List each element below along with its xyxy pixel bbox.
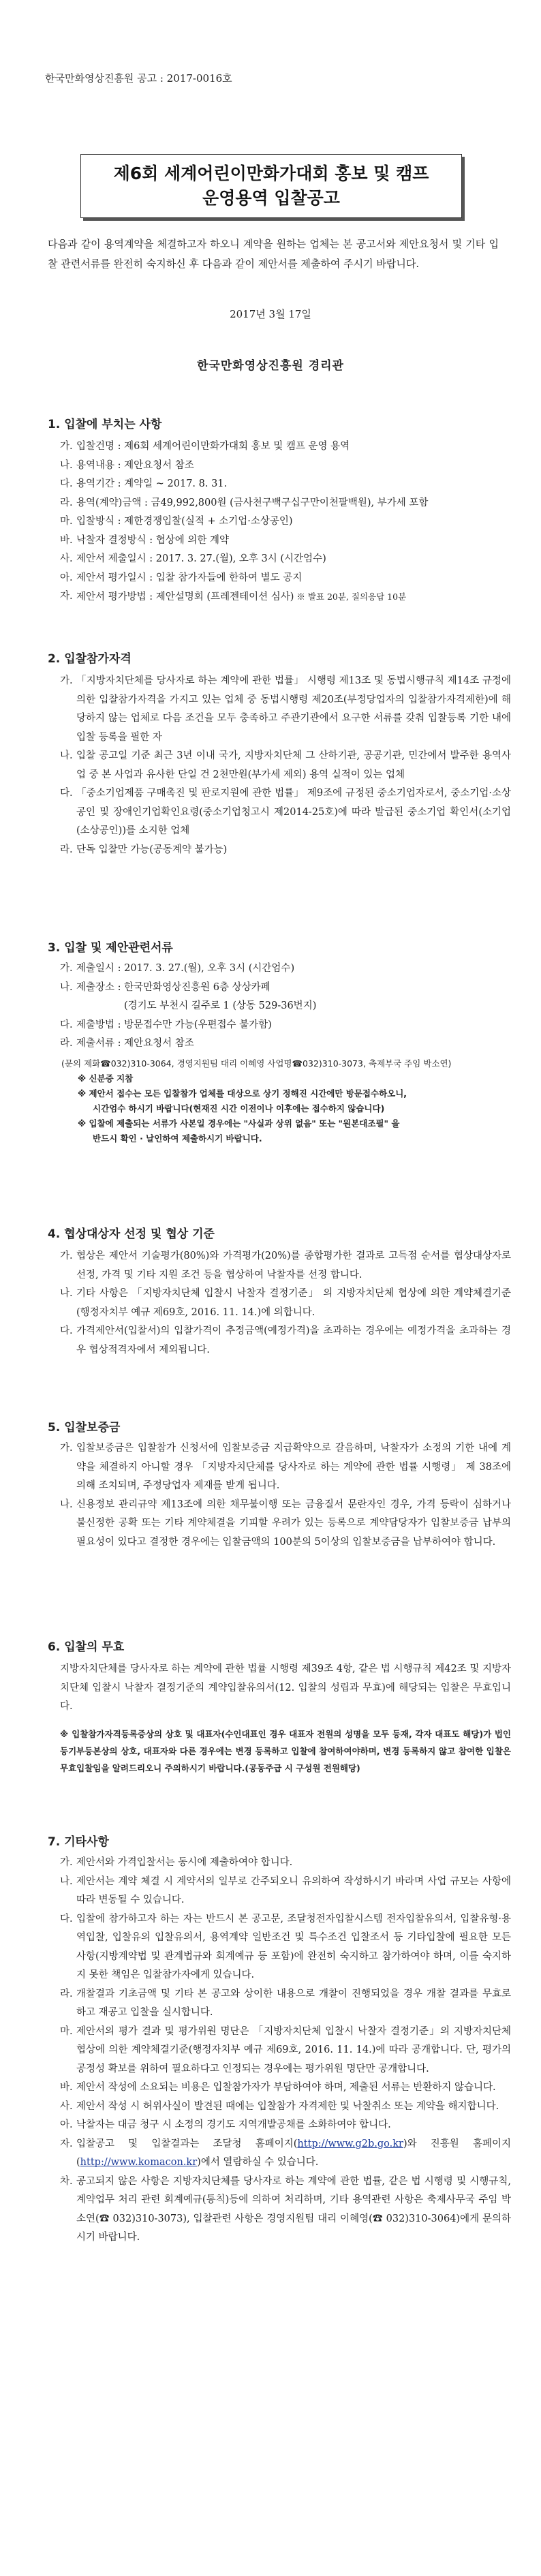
list-item: (경기도 부천시 길주로 1 (상동 529-36번지) bbox=[124, 1000, 317, 1011]
presentation-time-note: ※ 발표 20분, 질의응답 10분 bbox=[294, 592, 407, 602]
list-item: 바. 제안서 작성에 소요되는 비용은 입찰참가자가 부담하여야 하며, 제출된 서류는 반환하지 않습니다. bbox=[60, 2082, 496, 2093]
list-item: 아. 제안서 평가일시 : 입찰 참가자들에 한하여 별도 공지 bbox=[60, 572, 303, 583]
section-1-list bbox=[60, 438, 511, 607]
document-number: 한국만화영상진흥원 공고 : 2017-0016호 bbox=[45, 72, 232, 85]
list-item: 다. 「중소기업제품 구매촉진 및 판로지원에 관한 법률」 제9조에 규정된 중소기업자로서, 중소기업·소상공인 및 장애인기업확인요령(중소기업청고시 제2014-25호)에 따라 발급된 중소기업 확인서(소기업(소상공인))를 소지한 업체 bbox=[60, 788, 511, 836]
list-item: 가. 입찰건명 : 제6회 세계어린이만화가대회 홍보 및 캠프 운영 용역 bbox=[60, 441, 350, 452]
komacon-link[interactable]: http://www.komacon.kr bbox=[80, 2157, 198, 2168]
list-item: 가. 제안서와 가격입찰서는 동시에 제출하여야 합니다. bbox=[60, 1857, 293, 1868]
list-item: 나. 제출장소 : 한국만화영상진흥원 6층 상상카페 bbox=[60, 981, 270, 993]
section-6-body: 지방자치단체를 당사자로 하는 계약에 관한 법률 시행령 제39조 4항, 같은 법 시행규칙 제42조 및 지방자치단체 입찰시 낙찰자 결정기준의 계약입찰유의서(12. 입찰의 성립과 무효)에 해당되는 입찰은 무효입니다. bbox=[60, 1663, 511, 1712]
list-item: 라. 단독 입찰만 가능(공동계약 불가능) bbox=[60, 844, 228, 855]
list-item: 나. 용역내용 : 제안요청서 참조 bbox=[60, 459, 194, 471]
list-item: 나. 제안서는 계약 체결 시 계약서의 일부로 간주되오니 유의하여 작성하시기 바라며 사업 규모는 사항에 따라 변동될 수 있습니다. bbox=[60, 1875, 511, 1905]
section-3-title: 3. 입찰 및 제안관련서류 bbox=[48, 941, 173, 955]
list-item: 나. 입찰 공고일 기준 최근 3년 이내 국가, 지방자치단체 그 산하기관, 공공기관, 민간에서 발주한 용역사업 중 본 사업과 유사한 단일 건 2천만원(부가세 제외) 용역 실적이 있는 업체 bbox=[60, 750, 511, 780]
section-3-notes bbox=[61, 1056, 504, 1146]
section-7-list bbox=[60, 1854, 511, 2248]
title-line-1: 제6회 세계어린이만화가대회 홍보 및 캠프 bbox=[113, 164, 429, 183]
title-box bbox=[80, 154, 462, 218]
section-4-list bbox=[60, 1247, 511, 1360]
list-item: 자. 제안서 평가방법 : 제안설명회 (프레젠테이션 심사) ※ 발표 20분, 질의응답 10분 bbox=[60, 591, 407, 602]
list-item: 다. 용역기간 : 계약일 ~ 2017. 8. 31. bbox=[60, 478, 228, 489]
note-id-card: ※ 신분증 지참 bbox=[78, 1073, 134, 1084]
list-item: 가. 협상은 제안서 기술평가(80%)와 가격평가(20%)를 종합평가한 결과로 고득점 순서를 협상대상자로 선정, 가격 및 기타 지원 조건 등을 협상하여 낙찰자를 선정 합니다. bbox=[60, 1251, 511, 1281]
list-item: 자. 입찰공고 및 입찰결과는 조달청 홈페이지(http://www.g2b.go.kr)와 진흥원 홈페이지(http://www.komacon.kr)에서 열람하실 수 있습니다. bbox=[60, 2138, 511, 2168]
list-item: 아. 낙찰자는 대금 청구 시 소정의 경기도 지역개발공채를 소화하여야 합니다. bbox=[60, 2119, 391, 2130]
list-item: 다. 가격제안서(입찰서)의 입찰가격이 추정금액(예정가격)을 초과하는 경우에는 예정가격을 초과하는 경우 협상적격자에서 제외됩니다. bbox=[60, 1325, 511, 1355]
section-4-title: 4. 협상대상자 선정 및 협상 기준 bbox=[48, 1227, 215, 1241]
contact-note: (문의 제화☎032)310-3064, 경영지원팀 대리 이혜영 사업명☎032)310-3073, 축제부국 주임 박소연) bbox=[61, 1058, 452, 1069]
section-1-title: 1. 입찰에 부치는 사항 bbox=[48, 418, 162, 431]
intro-paragraph: 다음과 같이 용역계약을 체결하고자 하오니 계약을 원하는 업체는 본 공고서와 제안요청서 및 기타 입찰 관련서류를 완전히 숙지하신 후 다음과 같이 제안서를 제출하여 주시기 바랍니다. bbox=[48, 238, 499, 270]
list-item: 라. 개찰결과 기초금액 및 기타 본 공고와 상이한 내용으로 개찰이 진행되었을 경우 개찰 결과를 무효로 하고 재공고 입찰을 실시합니다. bbox=[60, 1988, 511, 2018]
list-item: 다. 제출방법 : 방문접수만 가능(우편접수 불가함) bbox=[60, 1019, 272, 1030]
section-2-list bbox=[60, 672, 511, 859]
announcement-date: 2017년 3월 17일 bbox=[230, 308, 311, 320]
note-submission-time: ※ 제안서 접수는 모든 입찰참가 업체를 대상으로 상기 정해진 시간에만 방문접수하오니, bbox=[78, 1088, 407, 1099]
list-item: 마. 제안서의 평가 결과 및 평가위원 명단은 「지방자치단체 입찰시 낙찰자 결정기준」의 지방자치단체 협상에 의한 계약체결기준(행정자치부 예규 제69호, 2016. 11. 14.)에 따라 공개합니다. 단, 평가의 공정성 확보를 위하여 필요하다고 인정되는 경우에는 평가위원 명단만 공개합니다. bbox=[60, 2025, 511, 2074]
list-item: 가. 입찰보증금은 입찰참가 신청서에 입찰보증금 지급확약으로 갈음하며, 낙찰자가 소정의 기한 내에 계약을 체결하지 아니할 경우 「지방자치단체를 당사자로 하는 계약에 관한 법률 시행령」 제 38조에 의해 조치되며, 주정당업자 제재를 받게 됩니다. bbox=[60, 1443, 511, 1491]
section-6-note: ※ 입찰참가자격등록증상의 상호 및 대표자(수인대표인 경우 대표자 전원의 성명을 모두 등재, 각자 대표도 해당)가 법인등기부등본상의 상호, 대표자와 다른 경우에는 변경 등록하고 입찰에 참여하여야하며, 변경 등록하지 않고 참여한 입찰은 무효입찰임을 알려드리오니 주의하시기 바랍니다.(공동주급 시 구성원 전원해당) bbox=[60, 1729, 511, 1773]
list-item: 라. 제출서류 : 제안요청서 참조 bbox=[60, 1038, 194, 1049]
list-item: 다. 입찰에 참가하고자 하는 자는 반드시 본 공고문, 조달청전자입찰시스템 전자입찰유의서, 입찰유형·용역입찰, 입찰유의 입찰유의서, 용역계약 일반조건 및 특수조건 입찰조서 등 기타입찰에 필요한 모든 사항(지방계약법 및 관계법규와 회계예규 등 포함)에 완전히 숙지하고 참가하여야 하며, 이를 숙지하지 못한 책임은 입찰참가자에게 있습니다. bbox=[60, 1913, 511, 1980]
list-item: 나. 기타 사항은 「지방자치단체 입찰시 낙찰자 결정기준」 의 지방자치단체 협상에 의한 계약체결기준(행정자치부 예규 제69호, 2016. 11. 14.)에 의합니다. bbox=[60, 1288, 511, 1318]
issuer: 한국만화영상진흥원 경리관 bbox=[197, 359, 344, 373]
note-copy-certification-cont: 반드시 확인 · 날인하여 제출하시기 바랍니다. bbox=[93, 1133, 262, 1144]
list-item: 라. 용역(계약)금액 : 금49,992,800원 (금사천구백구십구만이천팔백원), 부가세 포함 bbox=[60, 497, 429, 508]
g2b-link[interactable]: http://www.g2b.go.kr bbox=[297, 2138, 403, 2149]
list-item: 차. 공고되지 않은 사항은 지방자치단체를 당사자로 하는 계약에 관한 법률, 같은 법 시행령 및 시행규칙, 계약업무 처리 관련 회계예규(통칙)등에 의하여 처리하며, 기타 용역관련 사항은 축제사무국 주임 박소연(☎ 032)310-3073), 입찰관련 사항은 경영지원팀 대리 이혜영(☎ 032)310-3064)에게 문의하시기 바랍니다. bbox=[60, 2175, 511, 2243]
list-item: 마. 입찰방식 : 제한경쟁입찰(실적 + 소기업·소상공인) bbox=[60, 516, 293, 527]
section-5-title: 5. 입찰보증금 bbox=[48, 1421, 121, 1435]
list-item: 바. 낙찰자 결정방식 : 협상에 의한 계약 bbox=[60, 534, 230, 546]
note-submission-time-cont: 시간엄수 하시기 바랍니다(현재진 시간 이전이나 이후에는 접수하지 않습니다) bbox=[93, 1103, 385, 1114]
section-2-title: 2. 입찰참가자격 bbox=[48, 652, 132, 666]
list-item: 가. 「지방자치단체를 당사자로 하는 계약에 관한 법률」 시행령 제13조 및 동법시행규칙 제14조 규정에 의한 입찰참가자격을 가지고 있는 업체 중 동법시행령 제20조(부정당업자의 입찰참가자격제한)에 해당하지 않는 업체로 다음 조건을 모두 충족하고 주관기관에서 요구한 서류를 갖춰 입찰등록 기한 내에 입찰 등록을 필한 자 bbox=[60, 675, 511, 743]
list-item: 나. 신용정보 관리규약 제13조에 의한 채무불이행 또는 금융질서 문란자인 경우, 가격 등락이 심하거나 불신정한 공확 또는 기타 계약체결을 기피할 우려가 있는 등록으로 계약담당자가 입찰보증금 납부의 필요성이 있다고 결정한 경우에는 입찰금액의 100분의 5이상의 입찰보증금을 납부하여야 합니다. bbox=[60, 1499, 511, 1548]
title-line-2: 운영용역 입찰공고 bbox=[202, 188, 340, 208]
section-6-title: 6. 입찰의 무효 bbox=[48, 1640, 125, 1654]
list-item: 사. 제안서 작성 시 허위사실이 발견된 때에는 입찰참가 자격제한 및 낙찰취소 또는 계약을 해지합니다. bbox=[60, 2100, 499, 2112]
note-copy-certification: ※ 입찰에 제출되는 서류가 사본일 경우에는 "사실과 상위 없음" 또는 "원본대조필" 을 bbox=[78, 1118, 400, 1129]
list-item: 가. 제출일시 : 2017. 3. 27.(월), 오후 3시 (시간엄수) bbox=[60, 963, 295, 974]
list-item: 사. 제안서 제출일시 : 2017. 3. 27.(월), 오후 3시 (시간엄수) bbox=[60, 553, 326, 564]
section-5-list bbox=[60, 1439, 511, 1552]
section-7-title: 7. 기타사항 bbox=[48, 1835, 109, 1849]
section-3-list bbox=[60, 960, 511, 1054]
